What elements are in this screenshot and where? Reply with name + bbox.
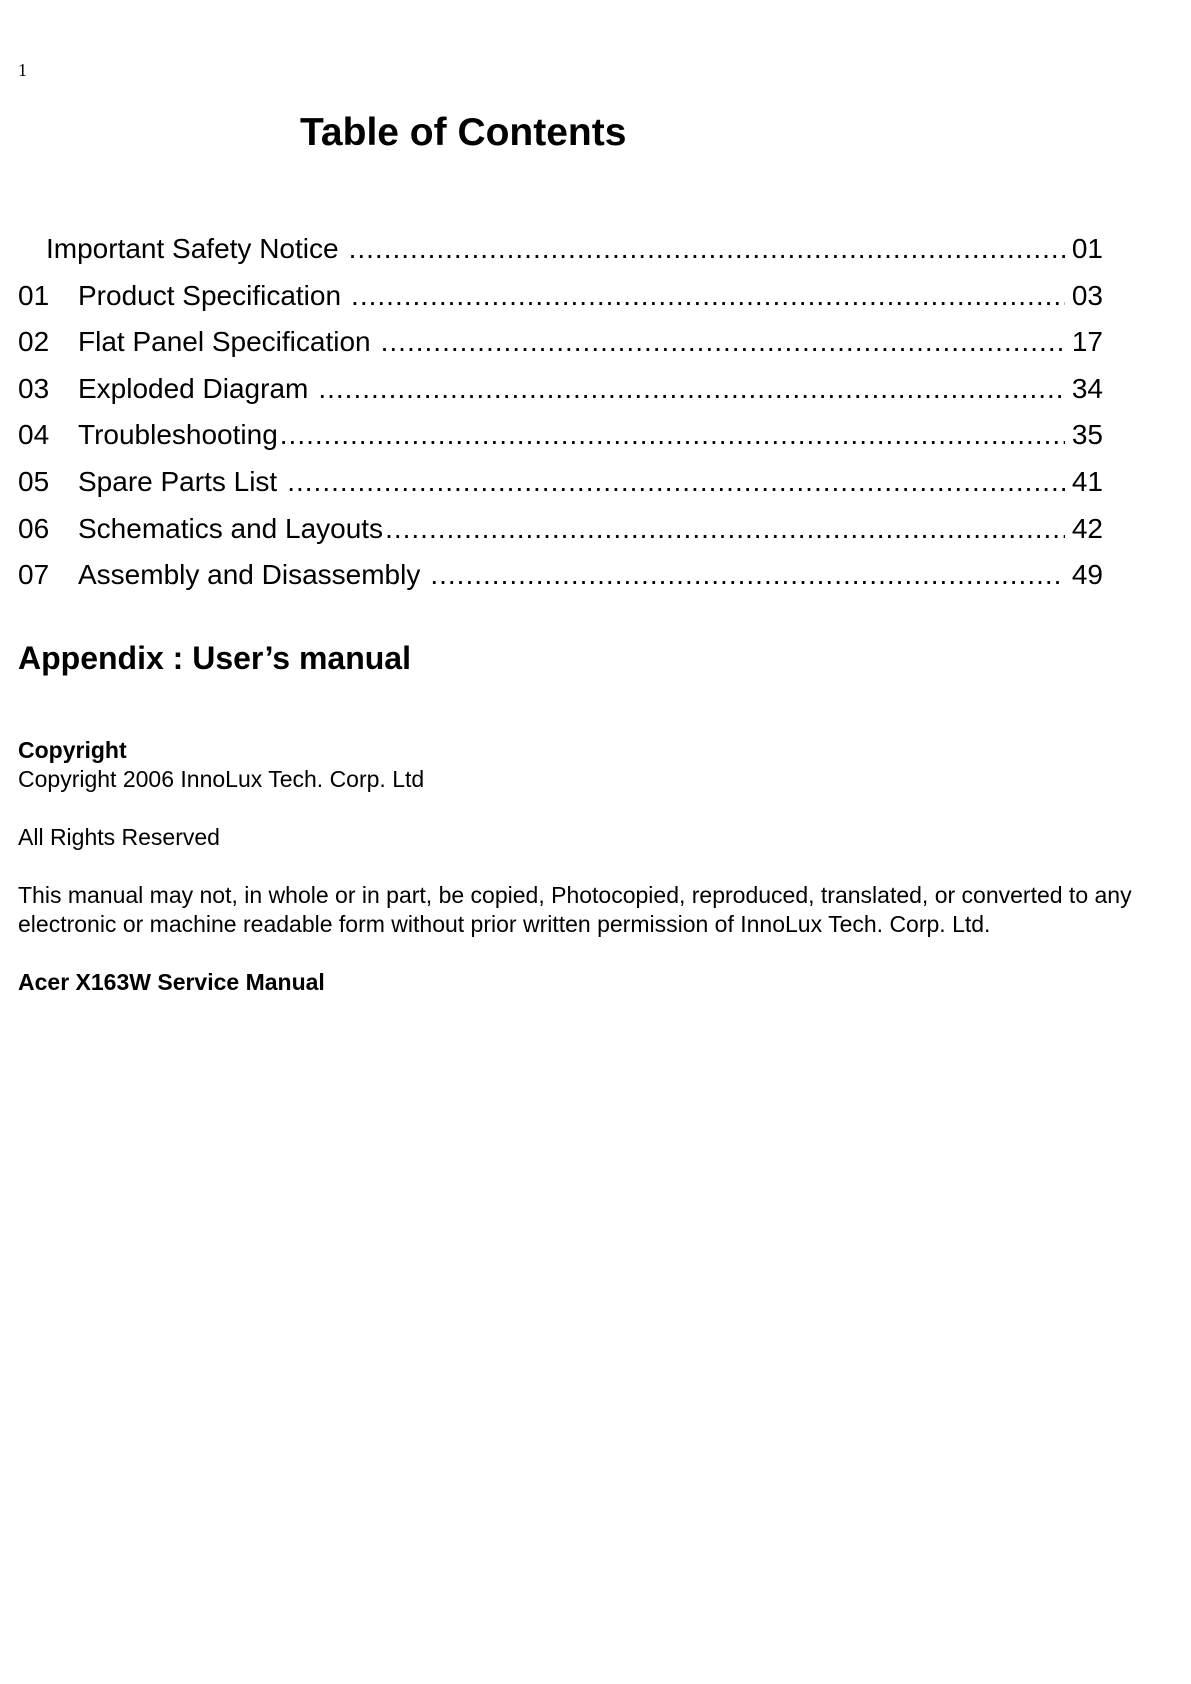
toc-entry-page: 49 bbox=[1071, 559, 1103, 591]
copyright-section bbox=[18, 736, 1183, 997]
toc-entry-schematics-and-layouts[interactable] bbox=[18, 512, 1103, 559]
toc-leader-dots bbox=[351, 279, 1065, 313]
toc-entry-page: 41 bbox=[1071, 465, 1103, 497]
toc-entry-assembly-and-disassembly[interactable] bbox=[18, 558, 1103, 605]
toc-entry-spare-parts-list[interactable] bbox=[18, 465, 1103, 512]
copyright-notice-line-2: electronic or machine readable form without prior written permission of InnoLux Tech. Corp. Ltd. bbox=[18, 911, 991, 937]
toc-entry-product-specification[interactable] bbox=[18, 279, 1103, 326]
copyright-notice-line-1: This manual may not, in whole or in part, be copied, Photocopied, reproduced, translated, or converted to any bbox=[18, 882, 1132, 908]
toc-entry-flat-panel-specification[interactable] bbox=[18, 325, 1103, 372]
toc-entry-label: Important Safety Notice bbox=[46, 233, 339, 264]
spacer bbox=[18, 939, 1183, 968]
toc-entry-label: Exploded Diagram bbox=[78, 372, 309, 404]
toc-entry-number: 07 bbox=[18, 559, 50, 591]
toc-entry-page: 42 bbox=[1071, 512, 1103, 544]
toc-entry-page: 03 bbox=[1071, 279, 1103, 311]
toc-entry-number: 06 bbox=[18, 512, 50, 544]
toc-entry-page: 01 bbox=[1071, 233, 1103, 264]
toc-leader-dots bbox=[430, 558, 1065, 592]
toc-entry-page: 34 bbox=[1071, 372, 1103, 404]
toc-entry-exploded-diagram[interactable] bbox=[18, 372, 1103, 419]
copyright-heading: Copyright bbox=[18, 737, 127, 763]
spacer bbox=[18, 852, 1183, 881]
manual-title: Acer X163W Service Manual bbox=[18, 969, 325, 995]
page-number: 1 bbox=[18, 60, 27, 80]
toc-entry-number: 05 bbox=[18, 465, 50, 497]
rights-reserved: All Rights Reserved bbox=[18, 824, 220, 850]
toc-leader-dots bbox=[349, 232, 1065, 266]
toc-entry-number: 04 bbox=[18, 419, 50, 451]
toc-entry-number: 02 bbox=[18, 326, 50, 358]
page-title: Table of Contents bbox=[300, 111, 627, 154]
spacer bbox=[18, 794, 1183, 823]
toc-entry-label: Troubleshooting bbox=[78, 419, 278, 451]
toc-entry-label: Flat Panel Specification bbox=[78, 326, 371, 358]
toc-entry-number: 03 bbox=[18, 372, 50, 404]
appendix-heading: Appendix : User’s manual bbox=[18, 640, 411, 676]
toc-leader-dots bbox=[287, 465, 1065, 499]
toc-leader-dots bbox=[381, 325, 1065, 359]
toc-entry-safety-notice[interactable] bbox=[18, 232, 1103, 279]
toc-entry-label: Assembly and Disassembly bbox=[78, 559, 421, 591]
toc-entry-number: 01 bbox=[18, 279, 50, 311]
toc-leader-dots bbox=[280, 418, 1065, 452]
copyright-line: Copyright 2006 InnoLux Tech. Corp. Ltd bbox=[18, 766, 425, 792]
toc-entry-page: 35 bbox=[1071, 419, 1103, 451]
toc-leader-dots bbox=[318, 372, 1065, 406]
toc-entry-label: Product Specification bbox=[78, 279, 342, 311]
toc-entry-page: 17 bbox=[1071, 326, 1103, 358]
toc-entry-troubleshooting[interactable] bbox=[18, 418, 1103, 465]
toc-entry-label: Schematics and Layouts bbox=[78, 512, 384, 544]
toc-entry-label: Spare Parts List bbox=[78, 465, 278, 497]
toc-leader-dots bbox=[385, 512, 1065, 546]
toc-list bbox=[18, 232, 1103, 605]
